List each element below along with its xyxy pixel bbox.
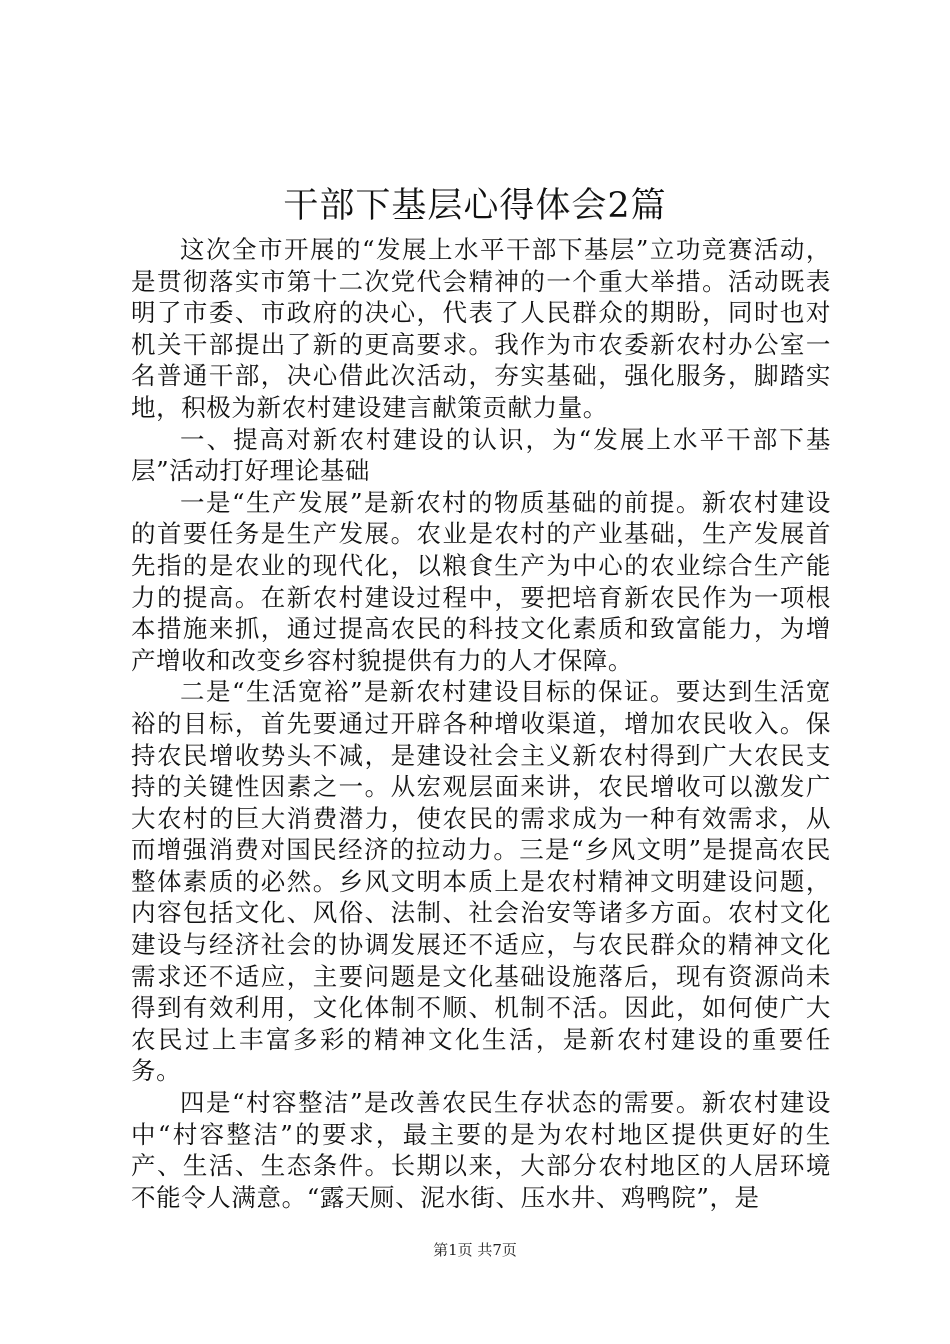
paragraph-section-heading: 一、提高对新农村建设的认识，为“发展上水平干部下基层”活动打好理论基础 bbox=[131, 424, 831, 486]
document-title: 干部下基层心得体会2篇 bbox=[283, 186, 667, 226]
paragraph-point-one: 一是“生产发展”是新农村的物质基础的前提。新农村建设的首要任务是生产发展。农业是农村的产业基础，生产发展首先指的是农业的现代化，以粮食生产为中心的农业综合生产能力的提高。在新农村建设过程中，要把培育新农民作为一项根本措施来抓，通过提高农民的科技文化素质和致富能力，为增产增收和改变乡容村貌提供有力的人才保障。 bbox=[131, 487, 831, 675]
paragraph-intro: 这次全市开展的“发展上水平干部下基层”立功竞赛活动，是贯彻落实市第十二次党代会精神的一个重大举措。活动既表明了市委、市政府的决心，代表了人民群众的期盼，同时也对机关干部提出了新的更高要求。我作为市农委新农村办公室一名普通干部，决心借此次活动，夯实基础，强化服务，脚踏实地，积极为新农村建设建言献策贡献力量。 bbox=[131, 235, 831, 422]
page-number-footer: 第1页 共7页 bbox=[433, 1241, 517, 1259]
document-body bbox=[131, 234, 831, 1213]
paragraph-point-two-three: 二是“生活宽裕”是新农村建设目标的保证。要达到生活宽裕的目标，首先要通过开辟各种增收渠道，增加农民收入。保持农民增收势头不减，是建设社会主义新农村得到广大农民支持的关键性因素之一。从宏观层面来讲，农民增收可以激发广大农村的巨大消费潜力，使农民的需求成为一种有效需求，从而增强消费对国民经济的拉动力。三是“乡风文明”是提高农民整体素质的必然。乡风文明本质上是农村精神文明建设问题，内容包括文化、风俗、法制、社会治安等诸多方面。农村文化建设与经济社会的协调发展还不适应，与农民群众的精神文化需求还不适应，主要问题是文化基础设施落后，现有资源尚未得到有效利用，文化体制不顺、机制不活。因此，如何使广大农民过上丰富多彩的精神文化生活，是新农村建设的重要任务。 bbox=[131, 677, 831, 1086]
paragraph-point-four: 四是“村容整洁”是改善农民生存状态的需要。新农村建设中“村容整洁”的要求，最主要的是为农村地区提供更好的生产、生活、生态条件。长期以来，大部分农村地区的人居环境不能令人满意。“露天厕、泥水街、压水井、鸡鸭院”，是 bbox=[131, 1088, 831, 1212]
